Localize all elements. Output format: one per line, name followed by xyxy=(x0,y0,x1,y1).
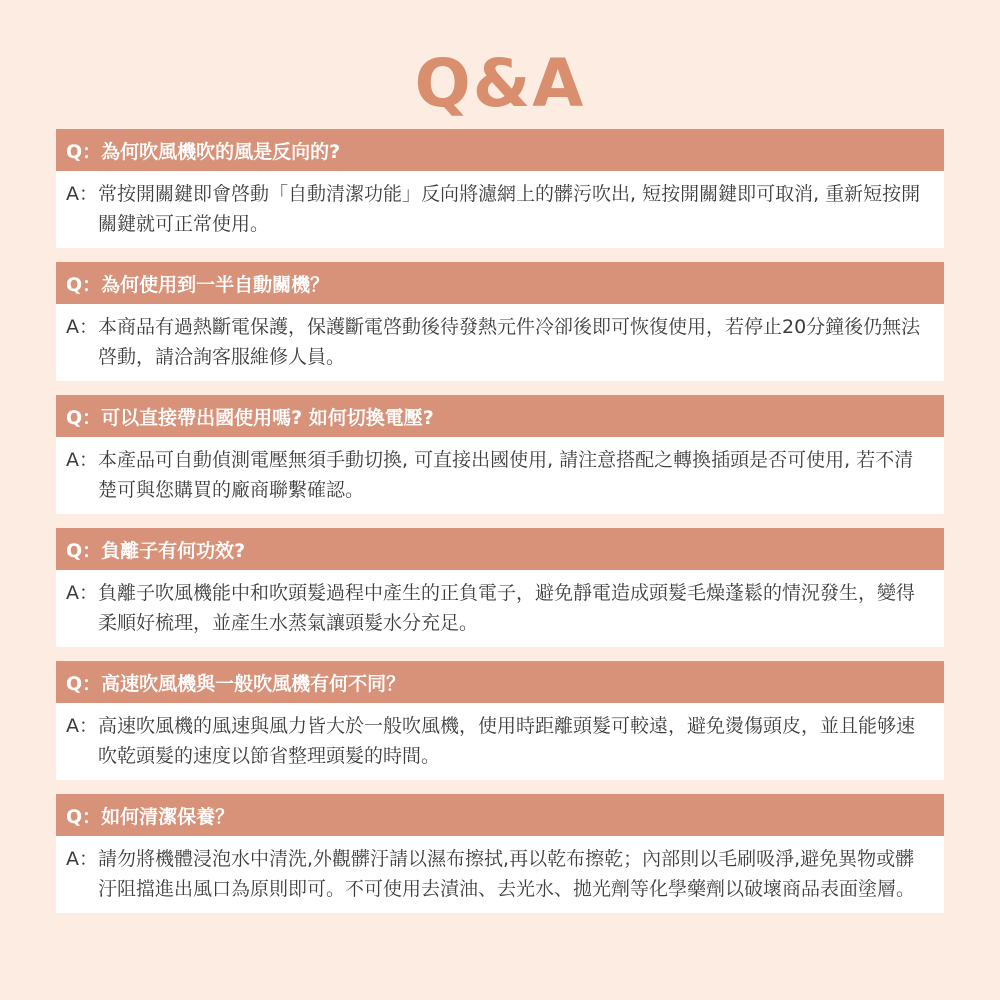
faq-answer xyxy=(56,703,944,780)
answer-text: 請勿將機體浸泡水中清洗,外觀髒汙請以濕布擦拭,再以乾布擦乾；內部則以毛刷吸淨,避免異物或髒汙阻擋進出風口為原則即可。不可使用去漬油、去光水、拋光劑等化學藥劑以破壞商品表面塗層。 xyxy=(98,848,916,900)
faq-item xyxy=(56,395,944,514)
question-text: 如何清潔保養？ xyxy=(101,805,235,828)
faq-item xyxy=(56,129,944,248)
question-text: 為何吹風機吹的風是反向的? xyxy=(101,140,341,163)
answer-text: 負離子吹風機能中和吹頭髮過程中產生的正負電子，避免靜電造成頭髮毛燥蓬鬆的情況發生，變得柔順好梳理，並產生水蒸氣讓頭髮水分充足。 xyxy=(98,582,916,634)
answer-text: 本商品有過熱斷電保護，保護斷電啓動後待發熱元件冷卻後即可恢復使用，若停止20分鐘後仍無法啓動，請洽詢客服維修人員。 xyxy=(98,316,921,368)
question-text: 高速吹風機與一般吹風機有何不同？ xyxy=(101,672,406,695)
question-prefix: Q： xyxy=(66,273,102,296)
faq-answer xyxy=(56,304,944,381)
answer-prefix: A： xyxy=(66,848,98,870)
faq-answer xyxy=(56,171,944,248)
faq-list xyxy=(56,129,944,913)
faq-answer xyxy=(56,437,944,514)
answer-text: 常按開關鍵即會啓動「自動清潔功能」反向將濾網上的髒污吹出, 短按開關鍵即可取消, 重新短按開關鍵就可正常使用。 xyxy=(98,183,921,235)
question-text: 為何使用到一半自動關機？ xyxy=(101,273,330,296)
faq-question xyxy=(56,129,944,171)
faq-item xyxy=(56,661,944,780)
question-prefix: Q： xyxy=(66,406,102,429)
answer-prefix: A： xyxy=(66,183,98,205)
question-prefix: Q： xyxy=(66,140,102,163)
answer-prefix: A： xyxy=(66,715,98,737)
faq-question xyxy=(56,528,944,570)
question-text: 可以直接帶出國使用嗎? 如何切換電壓? xyxy=(101,406,434,429)
faq-question xyxy=(56,794,944,836)
faq-question xyxy=(56,661,944,703)
faq-item xyxy=(56,262,944,381)
question-text: 負離子有何功效? xyxy=(101,539,246,562)
page-title: Q&A xyxy=(414,45,586,122)
answer-text: 高速吹風機的風速與風力皆大於一般吹風機，使用時距離頭髮可較遠，避免燙傷頭皮，並且能够速吹乾頭髮的速度以節省整理頭髮的時間。 xyxy=(98,715,916,767)
faq-answer xyxy=(56,570,944,647)
faq-item xyxy=(56,528,944,647)
answer-text: 本產品可自動偵測電壓無須手動切換, 可直接出國使用, 請注意搭配之轉換插頭是否可使用, 若不清楚可與您購買的廠商聯繫確認。 xyxy=(98,449,914,501)
faq-question xyxy=(56,395,944,437)
faq-answer xyxy=(56,836,944,913)
faq-question xyxy=(56,262,944,304)
question-prefix: Q： xyxy=(66,672,102,695)
answer-prefix: A： xyxy=(66,449,98,471)
faq-item xyxy=(56,794,944,913)
question-prefix: Q： xyxy=(66,539,102,562)
answer-prefix: A： xyxy=(66,316,98,338)
question-prefix: Q： xyxy=(66,805,102,828)
answer-prefix: A： xyxy=(66,582,98,604)
